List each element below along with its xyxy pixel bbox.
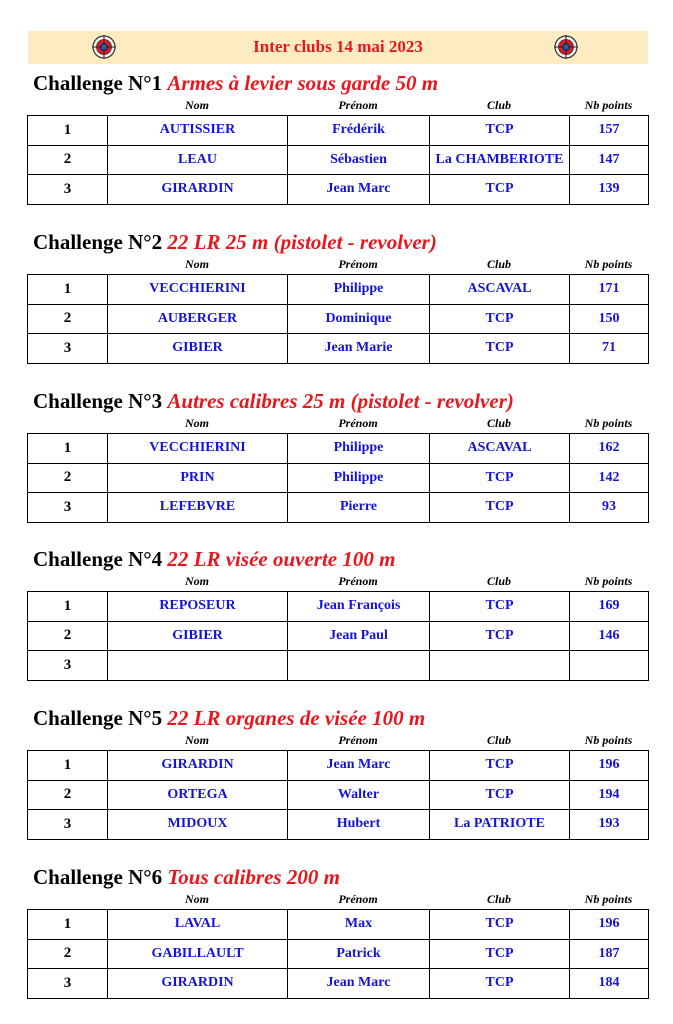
cell-rank: 1 — [28, 910, 108, 940]
challenge-title — [33, 71, 438, 96]
cell-rank: 1 — [28, 592, 108, 622]
challenge-number: Challenge N°4 — [33, 547, 163, 571]
cell-rank: 3 — [28, 651, 108, 681]
cell-prenom: Hubert — [288, 810, 430, 840]
cell-nom: GIBIER — [108, 621, 288, 651]
cell-club: TCP — [430, 304, 570, 334]
table-row — [28, 939, 649, 969]
table-row — [28, 493, 649, 523]
cell-nom: GIRARDIN — [108, 751, 288, 781]
cell-prenom: Patrick — [288, 939, 430, 969]
challenge-subtitle: Autres calibres 25 m (pistolet - revolver) — [167, 389, 514, 413]
cell-nom: LEAU — [108, 145, 288, 175]
column-header-points: Nb points — [584, 733, 633, 747]
column-header-points: Nb points — [584, 98, 633, 112]
column-header-club: Club — [486, 416, 511, 430]
page-title: Inter clubs 14 mai 2023 — [253, 37, 423, 56]
cell-prenom: Philippe — [288, 434, 430, 464]
cell-points: 147 — [570, 145, 649, 175]
cell-nom: GABILLAULT — [108, 939, 288, 969]
cell-prenom: Philippe — [288, 463, 430, 493]
cell-points: 157 — [570, 116, 649, 146]
results-table — [27, 433, 649, 523]
column-header-points: Nb points — [584, 257, 633, 271]
cell-rank: 1 — [28, 275, 108, 305]
results-table — [27, 115, 649, 205]
cell-club: TCP — [430, 751, 570, 781]
cell-rank: 1 — [28, 434, 108, 464]
cell-rank: 2 — [28, 621, 108, 651]
cell-prenom: Pierre — [288, 493, 430, 523]
cell-points: 150 — [570, 304, 649, 334]
cell-rank: 3 — [28, 969, 108, 999]
table-row — [28, 434, 649, 464]
column-header-nom: Nom — [185, 257, 209, 271]
challenge-title — [33, 865, 340, 890]
column-header-prenom: Prénom — [338, 733, 378, 747]
column-header-prenom: Prénom — [338, 892, 378, 906]
table-row — [28, 751, 649, 781]
challenge-number: Challenge N°2 — [33, 230, 163, 254]
cell-points: 193 — [570, 810, 649, 840]
cell-rank: 1 — [28, 751, 108, 781]
table-row — [28, 969, 649, 999]
table-row — [28, 175, 649, 205]
challenge-subtitle: 22 LR organes de visée 100 m — [167, 706, 426, 730]
column-header-club: Club — [486, 98, 511, 112]
table-row — [28, 780, 649, 810]
cell-points: 142 — [570, 463, 649, 493]
cell-nom: GIBIER — [108, 334, 288, 364]
cell-points: 71 — [570, 334, 649, 364]
results-table — [27, 274, 649, 364]
target-crosshair-icon — [554, 35, 578, 59]
column-header-prenom: Prénom — [338, 98, 378, 112]
cell-nom: VECCHIERINI — [108, 275, 288, 305]
cell-rank: 2 — [28, 304, 108, 334]
cell-prenom: Walter — [288, 780, 430, 810]
column-header-nom: Nom — [185, 98, 209, 112]
cell-prenom: Jean Paul — [288, 621, 430, 651]
challenge-subtitle: Armes à levier sous garde 50 m — [167, 71, 439, 95]
challenge-title — [33, 547, 395, 572]
challenge-title — [33, 230, 437, 255]
table-row — [28, 275, 649, 305]
cell-club: TCP — [430, 116, 570, 146]
results-table — [27, 909, 649, 999]
cell-rank: 2 — [28, 145, 108, 175]
cell-nom: LAVAL — [108, 910, 288, 940]
cell-club: La PATRIOTE — [430, 810, 570, 840]
cell-points: 93 — [570, 493, 649, 523]
cell-rank: 3 — [28, 810, 108, 840]
cell-points: 139 — [570, 175, 649, 205]
cell-club: TCP — [430, 175, 570, 205]
column-header-nom: Nom — [185, 892, 209, 906]
cell-points — [570, 651, 649, 681]
cell-rank: 3 — [28, 334, 108, 364]
column-header-prenom: Prénom — [338, 574, 378, 588]
cell-prenom: Jean Marc — [288, 751, 430, 781]
cell-points: 162 — [570, 434, 649, 464]
cell-club: TCP — [430, 493, 570, 523]
cell-nom — [108, 651, 288, 681]
challenge-subtitle: 22 LR 25 m (pistolet - revolver) — [167, 230, 437, 254]
cell-nom: REPOSEUR — [108, 592, 288, 622]
table-row — [28, 592, 649, 622]
cell-rank: 2 — [28, 780, 108, 810]
cell-rank: 3 — [28, 493, 108, 523]
cell-club: TCP — [430, 334, 570, 364]
cell-club: TCP — [430, 780, 570, 810]
table-row — [28, 304, 649, 334]
challenge-subtitle: Tous calibres 200 m — [167, 865, 340, 889]
cell-club: TCP — [430, 621, 570, 651]
challenge-number: Challenge N°3 — [33, 389, 163, 413]
challenge-number: Challenge N°5 — [33, 706, 163, 730]
cell-points: 196 — [570, 910, 649, 940]
column-header-club: Club — [486, 733, 511, 747]
results-table — [27, 591, 649, 681]
cell-club: TCP — [430, 592, 570, 622]
cell-club: ASCAVAL — [430, 275, 570, 305]
column-header-prenom: Prénom — [338, 416, 378, 430]
challenge-title — [33, 706, 425, 731]
cell-prenom: Dominique — [288, 304, 430, 334]
table-row — [28, 910, 649, 940]
column-header-prenom: Prénom — [338, 257, 378, 271]
column-header-nom: Nom — [185, 733, 209, 747]
header-banner — [28, 31, 648, 64]
cell-rank: 3 — [28, 175, 108, 205]
challenge-subtitle: 22 LR visée ouverte 100 m — [167, 547, 396, 571]
table-row — [28, 145, 649, 175]
cell-prenom: Sébastien — [288, 145, 430, 175]
cell-rank: 1 — [28, 116, 108, 146]
challenge-title — [33, 389, 514, 414]
cell-club: TCP — [430, 939, 570, 969]
cell-prenom: Jean François — [288, 592, 430, 622]
column-header-club: Club — [486, 574, 511, 588]
column-header-points: Nb points — [584, 416, 633, 430]
cell-prenom: Frédérik — [288, 116, 430, 146]
challenge-number: Challenge N°6 — [33, 865, 163, 889]
cell-club: La CHAMBERIOTE — [430, 145, 570, 175]
cell-rank: 2 — [28, 463, 108, 493]
cell-points: 171 — [570, 275, 649, 305]
cell-nom: LEFEBVRE — [108, 493, 288, 523]
cell-nom: MIDOUX — [108, 810, 288, 840]
cell-prenom: Jean Marc — [288, 175, 430, 205]
cell-points: 187 — [570, 939, 649, 969]
cell-nom: GIRARDIN — [108, 969, 288, 999]
cell-rank: 2 — [28, 939, 108, 969]
cell-club: TCP — [430, 910, 570, 940]
cell-points: 196 — [570, 751, 649, 781]
cell-prenom: Jean Marc — [288, 969, 430, 999]
cell-club: TCP — [430, 463, 570, 493]
column-header-points: Nb points — [584, 892, 633, 906]
table-row — [28, 651, 649, 681]
cell-points: 184 — [570, 969, 649, 999]
cell-prenom: Philippe — [288, 275, 430, 305]
cell-nom: ORTEGA — [108, 780, 288, 810]
results-table — [27, 750, 649, 840]
challenge-number: Challenge N°1 — [33, 71, 163, 95]
cell-points: 169 — [570, 592, 649, 622]
table-row — [28, 116, 649, 146]
table-row — [28, 334, 649, 364]
table-row — [28, 621, 649, 651]
cell-prenom — [288, 651, 430, 681]
column-header-club: Club — [486, 257, 511, 271]
column-header-nom: Nom — [185, 574, 209, 588]
table-row — [28, 810, 649, 840]
column-header-club: Club — [486, 892, 511, 906]
cell-prenom: Jean Marie — [288, 334, 430, 364]
cell-nom: VECCHIERINI — [108, 434, 288, 464]
table-row — [28, 463, 649, 493]
cell-prenom: Max — [288, 910, 430, 940]
column-header-nom: Nom — [185, 416, 209, 430]
cell-club: TCP — [430, 969, 570, 999]
column-header-points: Nb points — [584, 574, 633, 588]
cell-nom: AUTISSIER — [108, 116, 288, 146]
cell-points: 194 — [570, 780, 649, 810]
cell-club — [430, 651, 570, 681]
cell-club: ASCAVAL — [430, 434, 570, 464]
cell-nom: GIRARDIN — [108, 175, 288, 205]
cell-nom: PRIN — [108, 463, 288, 493]
cell-nom: AUBERGER — [108, 304, 288, 334]
cell-points: 146 — [570, 621, 649, 651]
